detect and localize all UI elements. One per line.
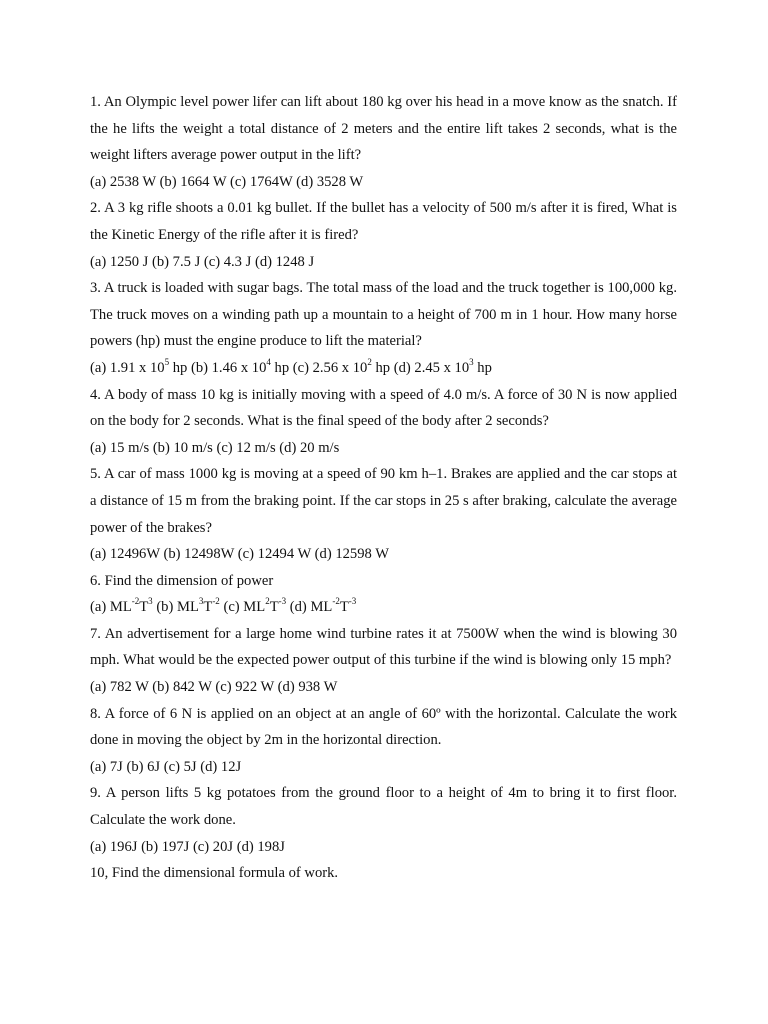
q3-option-a-exponent: 5: [164, 357, 170, 368]
question-5-options: (a) 12496W (b) 12498W (c) 12494 W (d) 12598 W: [90, 546, 389, 563]
q6-option-c-exp2: -3: [278, 596, 287, 607]
q6-option-b-exp1: 3: [198, 596, 204, 607]
q3-option-b-exponent: 4: [266, 357, 271, 368]
q3-option-b-prefix: hp (b) 1.46 x 10: [169, 359, 267, 376]
question-8-options: (a) 7J (b) 6J (c) 5J (d) 12J: [90, 758, 242, 775]
q6-option-c-prefix: (c) ML: [219, 599, 266, 616]
q6-option-d-prefix: (d) ML: [286, 599, 333, 616]
q3-option-suffix: hp: [473, 359, 492, 376]
question-9-options: (a) 196J (b) 197J (c) 20J (d) 198J: [90, 838, 285, 855]
q3-option-d-exponent: 3: [469, 357, 474, 368]
q3-option-d-prefix: hp (d) 2.45 x 10: [371, 359, 470, 376]
q6-option-d-exp1: -2: [332, 596, 340, 607]
q6-option-c-exp1: 2: [265, 596, 270, 607]
question-5-text: 5. A car of mass 1000 kg is moving at a speed of 90 km h–1. Brakes are applied and the car stops at a distance of 15 m from the braking point. If the car stops in 25 s after braking, calculate the average power of the brakes?: [90, 466, 677, 536]
q6-option-a-prefix: (a) ML: [90, 599, 132, 616]
question-10-text: 10, Find the dimensional formula of work.: [90, 865, 339, 882]
question-4-options: (a) 15 m/s (b) 10 m/s (c) 12 m/s (d) 20 m/s: [90, 439, 340, 456]
question-2-text: 2. A 3 kg rifle shoots a 0.01 kg bullet. If the bullet has a velocity of 500 m/s after it is fired, What is the Kinetic Energy of the rifle after it is fired?: [90, 200, 677, 243]
question-2-options: (a) 1250 J (b) 7.5 J (c) 4.3 J (d) 1248 J: [90, 253, 315, 270]
q6-option-c-mid: T: [269, 599, 279, 616]
question-1-options: (a) 2538 W (b) 1664 W (c) 1764W (d) 3528 W: [90, 173, 364, 190]
q6-option-a-exp2: 3: [148, 596, 153, 607]
q6-option-d-exp2: -3: [348, 596, 357, 607]
question-7-options: (a) 782 W (b) 842 W (c) 922 W (d) 938 W: [90, 679, 338, 696]
q6-option-b-exp2: -2: [212, 596, 220, 607]
question-1-text: 1. An Olympic level power lifer can lift about 180 kg over his head in a move know as the snatch. If the he lifts the weight a total distance of 2 meters and the entire lift takes 2 seconds, what is the weight lifters average power output in the lift?: [90, 94, 677, 164]
question-3-text: 3. A truck is loaded with sugar bags. The total mass of the load and the truck together is 100,000 kg. The truck moves on a winding path up a mountain to a height of 700 m in 1 hour. How many horse powers (hp) must the engine produce to lift the material?: [90, 280, 677, 350]
q6-option-d-mid: T: [339, 599, 349, 616]
question-6-text: 6. Find the dimension of power: [90, 572, 274, 589]
question-9-text: 9. A person lifts 5 kg potatoes from the ground floor to a height of 4m to bring it to first floor. Calculate the work done.: [90, 785, 677, 829]
question-sheet: [90, 89, 677, 887]
q6-option-b-prefix: (b) ML: [152, 599, 199, 616]
q6-option-b-mid: T: [203, 599, 213, 616]
question-3-options: [90, 355, 677, 382]
question-8-text: 8. A force of 6 N is applied on an object at an angle of 60º with the horizontal. Calculate the work done in moving the object by 2m in the horizontal direction.: [90, 705, 677, 749]
q3-option-c-prefix: hp (c) 2.56 x 10: [270, 359, 368, 376]
q6-option-a-mid: T: [139, 599, 149, 616]
q6-option-a-exp1: -2: [131, 596, 140, 607]
question-7-text: 7. An advertisement for a large home wind turbine rates it at 7500W when the wind is blowing 30 mph. What would be the expected power output of this turbine if the wind is blowing only 15 mph?: [90, 625, 677, 669]
question-4-text: 4. A body of mass 10 kg is initially moving with a speed of 4.0 m/s. A force of 30 N is now applied on the body for 2 seconds. What is the final speed of the body after 2 seconds?: [90, 386, 677, 430]
q3-option-prefix: (a) 1.91 x 10: [90, 359, 165, 376]
question-6-options: [90, 594, 677, 621]
q3-option-c-exponent: 2: [367, 357, 372, 368]
